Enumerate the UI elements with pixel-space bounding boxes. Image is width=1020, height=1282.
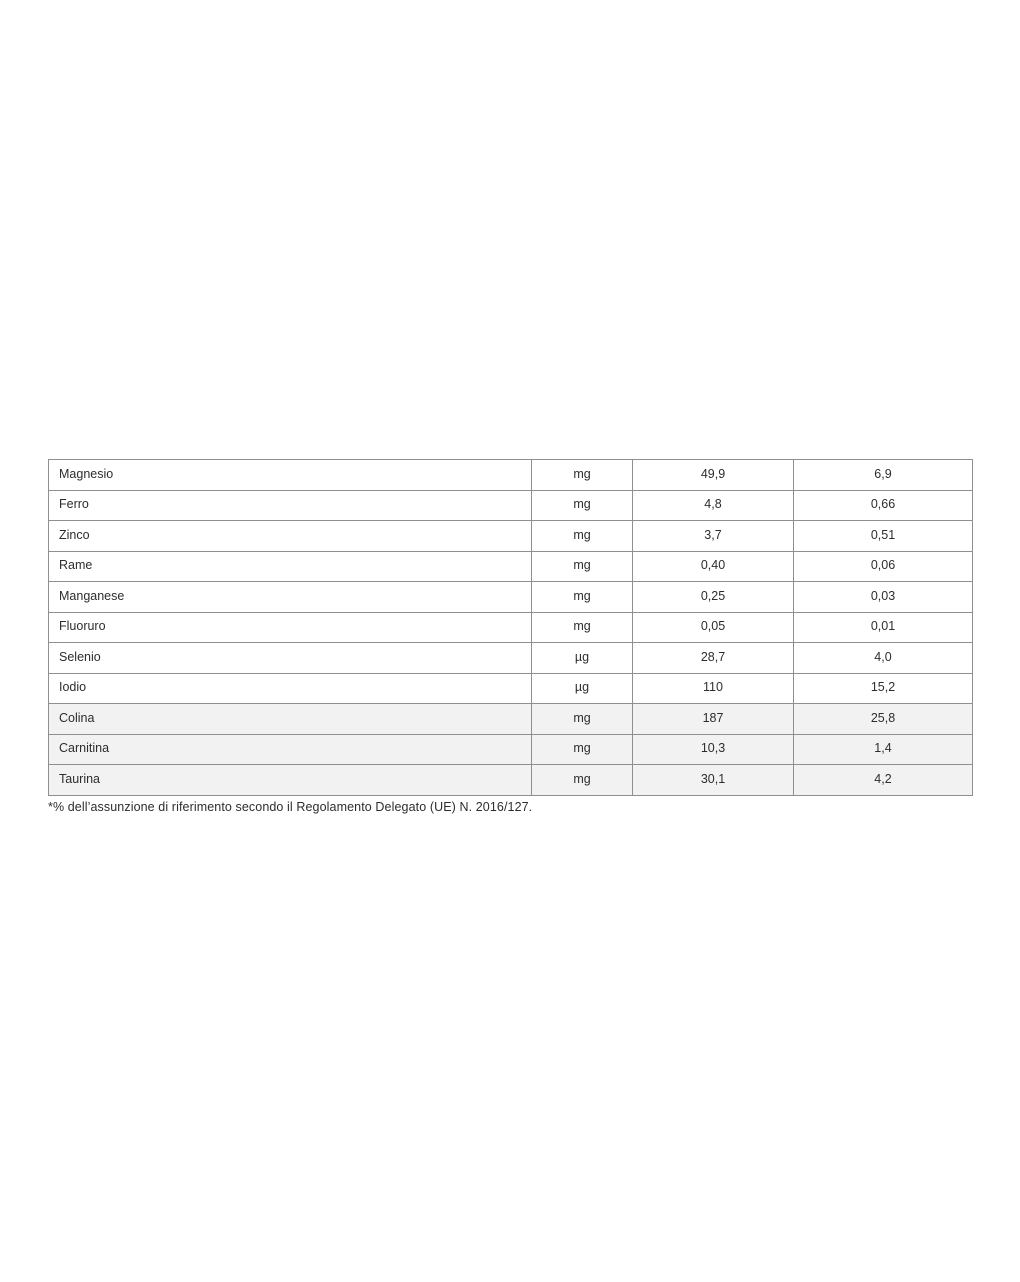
nutrient-value-cell: 187 (633, 704, 794, 735)
nutrient-ri-cell: 0,51 (794, 521, 973, 552)
nutrient-value-cell: 49,9 (633, 460, 794, 491)
nutrient-unit-cell: mg (532, 551, 633, 582)
nutrient-name-cell: Ferro (49, 490, 532, 521)
nutrient-name-cell: Magnesio (49, 460, 532, 491)
table-row (49, 704, 973, 735)
nutrient-value-cell: 3,7 (633, 521, 794, 552)
table-row (49, 490, 973, 521)
footnote-reference-intake: *% dell’assunzione di riferimento secondo il Regolamento Delegato (UE) N. 2016/127. (48, 800, 533, 814)
table-row (49, 734, 973, 765)
table-row (49, 612, 973, 643)
nutrient-unit-cell: mg (532, 490, 633, 521)
nutrient-unit-cell: µg (532, 673, 633, 704)
nutrient-name-cell: Carnitina (49, 734, 532, 765)
nutrient-unit-cell: mg (532, 734, 633, 765)
nutrient-ri-cell: 15,2 (794, 673, 973, 704)
nutrient-ri-cell: 0,06 (794, 551, 973, 582)
nutrient-value-cell: 4,8 (633, 490, 794, 521)
table-row (49, 551, 973, 582)
nutrient-value-cell: 28,7 (633, 643, 794, 674)
nutrient-unit-cell: mg (532, 582, 633, 613)
nutrient-name-cell: Rame (49, 551, 532, 582)
nutrient-ri-cell: 1,4 (794, 734, 973, 765)
nutrient-name-cell: Fluoruro (49, 612, 532, 643)
nutrient-unit-cell: µg (532, 643, 633, 674)
nutrient-unit-cell: mg (532, 704, 633, 735)
table-row (49, 643, 973, 674)
nutrient-name-cell: Selenio (49, 643, 532, 674)
nutrient-ri-cell: 0,66 (794, 490, 973, 521)
nutrient-unit-cell: mg (532, 460, 633, 491)
nutrient-unit-cell: mg (532, 521, 633, 552)
nutrient-unit-cell: mg (532, 612, 633, 643)
nutrient-ri-cell: 4,0 (794, 643, 973, 674)
nutrient-value-cell: 10,3 (633, 734, 794, 765)
nutrient-ri-cell: 4,2 (794, 765, 973, 796)
nutrient-value-cell: 110 (633, 673, 794, 704)
nutrient-unit-cell: mg (532, 765, 633, 796)
nutrient-name-cell: Zinco (49, 521, 532, 552)
nutrition-table (48, 459, 973, 796)
nutrient-ri-cell: 0,01 (794, 612, 973, 643)
nutrient-value-cell: 30,1 (633, 765, 794, 796)
nutrient-value-cell: 0,40 (633, 551, 794, 582)
table-row (49, 582, 973, 613)
nutrient-ri-cell: 0,03 (794, 582, 973, 613)
table-row (49, 521, 973, 552)
nutrient-value-cell: 0,05 (633, 612, 794, 643)
table-row (49, 460, 973, 491)
nutrient-name-cell: Manganese (49, 582, 532, 613)
table-row (49, 765, 973, 796)
nutrient-name-cell: Taurina (49, 765, 532, 796)
nutrition-table-body (49, 460, 973, 796)
table-row (49, 673, 973, 704)
nutrient-name-cell: Colina (49, 704, 532, 735)
nutrient-ri-cell: 6,9 (794, 460, 973, 491)
nutrient-ri-cell: 25,8 (794, 704, 973, 735)
nutrient-value-cell: 0,25 (633, 582, 794, 613)
nutrient-name-cell: Iodio (49, 673, 532, 704)
